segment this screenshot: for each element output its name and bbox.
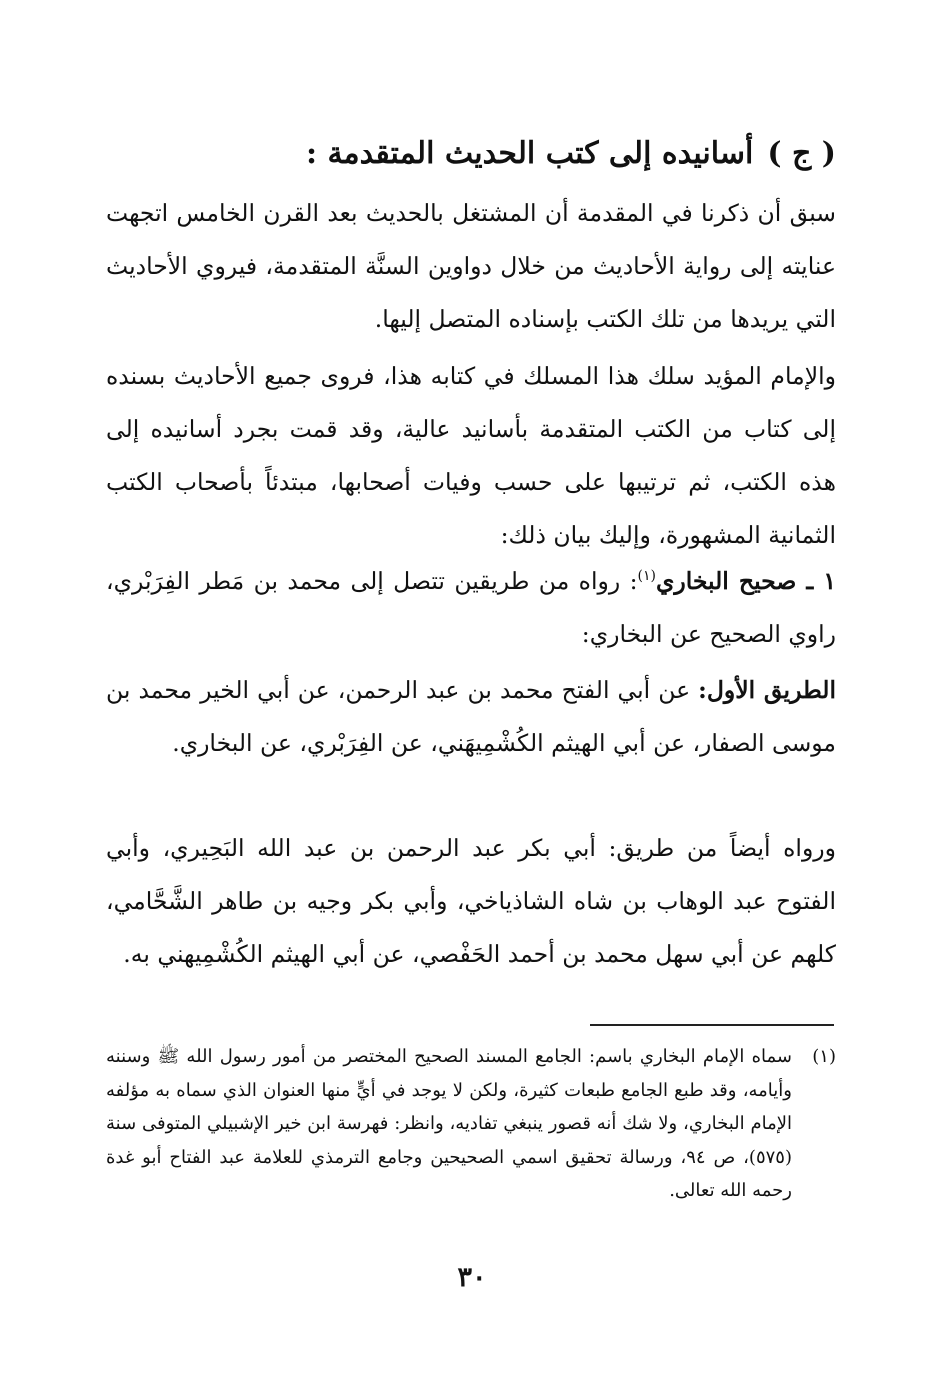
paragraph-bukhari: [106, 555, 836, 661]
footnote-divider: [590, 1024, 834, 1026]
bukhari-text: : رواه من طريقين تتصل إلى محمد بن مَطر الفِرَبْري، راوي الصحيح عن البخاري:: [106, 567, 836, 648]
paragraph-method: والإمام المؤيد سلك هذا المسلك في كتابه هذا، فروى جميع الأحاديث بسنده إلى كتاب من الكتب المتقدمة بأسانيد عالية، وقد قمت بجرد أسانيده إلى هذه الكتب، ثم ترتيبها على حسب وفيات أصحابها، مبتدئاً بأصحاب الكتب الثمانية المشهورة، وإليك بيان ذلك:: [106, 362, 836, 549]
footnote-text: سماه الإمام البخاري باسم: الجامع المسند الصحيح المختصر من أمور رسول الله ﷺ وسننه وأيامه، وقد طبع الجامع طبعات كثيرة، ولكن لا يوجد في أيٍّ منها العنوان الذي سماه به مؤلفه الإمام البخاري، ولا شك أنه قصور ينبغي تفاديه، وانظر: فهرسة ابن خير الإشبيلي المتوفى سنة (٥٧٥)، ص ٩٤، ورسالة تحقيق اسمي الصحيحين وجامع الترمذي للعلامة عبد الفتاح أبو غدة رحمه الله تعالى.: [106, 1046, 792, 1201]
section-marker: ( ج ): [767, 136, 836, 171]
paragraph-intro: سبق أن ذكرنا في المقدمة أن المشتغل بالحديث بعد القرن الخامس اتجهت عنايته إلى رواية الأحاديث من خلال دواوين السنَّة المتقدمة، فيروي الأحاديث التي يريدها من تلك الكتب بإسناده المتصل إليها.: [106, 199, 836, 333]
footnote-reference[interactable]: (١): [637, 568, 656, 585]
page-number: ٣٠: [457, 1262, 487, 1293]
footnote: [106, 1040, 836, 1208]
section-title: أسانيده إلى كتب الحديث المتقدمة :: [305, 136, 754, 171]
first-route-label: الطريق الأول:: [698, 676, 836, 704]
footnote-number: (١): [812, 1046, 836, 1067]
paragraph-second-route: ورواه أيضاً من طريق: أبي بكر عبد الرحمن بن عبد الله البَحِيري، وأبي الفتوح عبد الوهاب بن شاه الشاذياخي، وأبي بكر وجيه بن طاهر الشَّحَّامي، كلهم عن أبي سهل محمد بن أحمد الحَفْصي، عن أبي الهيثم الكُشْمِيهني به.: [106, 834, 836, 968]
first-route-text: عن أبي الفتح محمد بن عبد الرحمن، عن أبي الخير محمد بن موسى الصفار، عن أبي الهيثم الكُشْمِيهَني، عن الفِرَبْري، عن البخاري.: [106, 676, 836, 757]
bukhari-heading: ١ ـ صحيح البخاري: [655, 567, 836, 595]
section-heading: [106, 128, 836, 180]
paragraph-first-route: [106, 664, 836, 770]
